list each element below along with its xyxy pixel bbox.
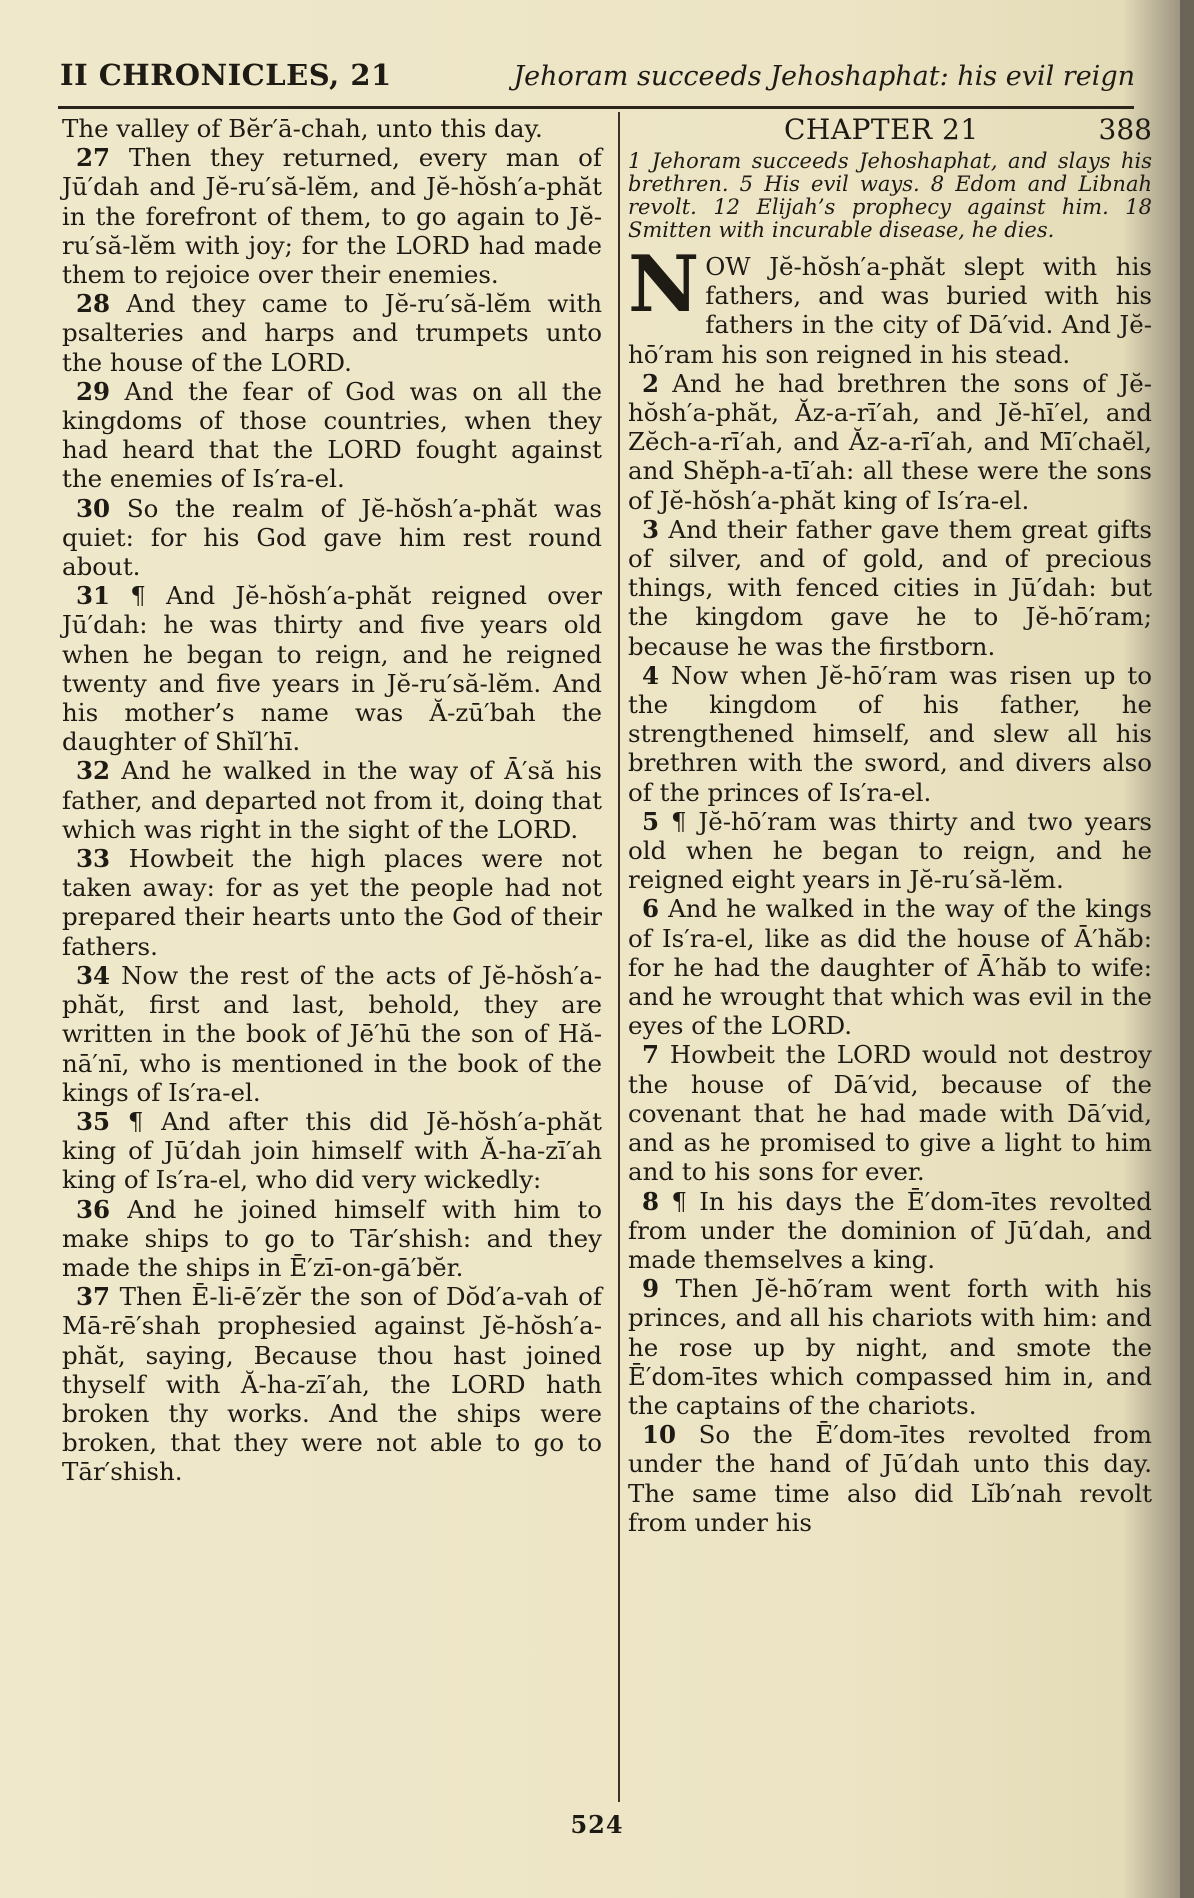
verse-text: And they came to Jĕ-ru′să-lĕm with psalteries and harps and trumpets unto the house of the LORD. (62, 289, 602, 377)
verse-text: And the fear of God was on all the kingdoms of those countries, when they had heard that the LORD fought against the enemies of Is′ra-el. (62, 376, 603, 494)
verse-text: Then they returned, every man of Jū′dah and Jĕ-ru′să-lĕm, and Jĕ-hŏsh′a-phăt in the forefront of them, to go again to Jĕ-ru′să-lĕm with joy; for the LORD had made them to rejoice over their enemies. (62, 143, 602, 290)
book-chapter-heading: II CHRONICLES, 21 (60, 58, 392, 92)
verse-text: ¶ And after this did Jĕ-hŏsh′a-phăt king of Jū′dah join himself with Ă-ha-zī′ah king of Is′ra-el, who did very wickedly: (62, 1106, 602, 1195)
verse (628, 239, 1152, 369)
verse-text: And he walked in the way of Ā′să his father, and departed not from it, doing that which was right in the sight of the LORD. (62, 756, 602, 844)
verse-number: 35 (76, 1106, 111, 1136)
running-summary: Jehoram succeeds Jehoshaphat: his evil reign (513, 61, 1135, 92)
verse-number: 2 (642, 368, 660, 398)
verse-number: 37 (76, 1282, 111, 1312)
drop-cap: N (628, 239, 700, 330)
verse (62, 494, 602, 582)
verse (62, 289, 602, 377)
verse-number: 8 (642, 1186, 660, 1216)
column-divider (618, 112, 620, 1802)
verse-number: 30 (76, 493, 111, 523)
verse-number: 9 (642, 1274, 660, 1304)
verse-text: ¶ In his days the Ē′dom-ītes revolted from under the dominion of Jū′dah, and made themselves a king. (628, 1186, 1152, 1274)
chapter-number: 388 (1098, 113, 1152, 146)
verse-text: Howbeit the LORD would not destroy the house of Dā′vid, because of the covenant that he had made with Dā′vid, and as he promised to give a light to him and to his sons for ever. (628, 1040, 1152, 1187)
verse (628, 807, 1152, 895)
verse (62, 114, 602, 143)
verse-text: ¶ And Jĕ-hŏsh′a-phăt reigned over Jū′dah: he was thirty and five years old when he began to reign, and he reigned twenty and five years in Jĕ-ru′să-lĕm. And his mother’s name was Ă-zū′bah the daughter of Shĭl′hī. (62, 581, 602, 757)
verse-number: 6 (642, 894, 660, 924)
verse-number: 7 (642, 1040, 660, 1070)
verse-text: Then Jĕ-hō′ram went forth with his princes, and all his chariots with him: and he rose up by night, and smote the Ē′dom-ītes which compassed him in, and the captains of the chariots. (628, 1274, 1152, 1420)
chapter-summary: 1 Jehoram succeeds Jehoshaphat, and slays his brethren. 5 His evil ways. 8 Edom and Libnah revolt. 12 Elijah’s prophecy against him. 18 Smitten with incurable disease, he dies. (628, 149, 1152, 242)
verse-text: So the realm of Jĕ-hŏsh′a-phăt was quiet: for his God gave him rest round about. (62, 493, 602, 582)
verse (628, 369, 1152, 515)
verse (62, 1107, 602, 1195)
verse (62, 1282, 602, 1486)
chapter-title: CHAPTER 21 (784, 113, 979, 146)
verse-text: Then Ē-li-ē′zĕr the son of Dŏd′a-vah of Mā-rē′shah prophesied against Jĕ-hŏsh′a-phăt, saying, Because thou hast joined thyself with Ă-ha-zī′ah, the LORD hath broken thy works. And the ships were broken, that they were not able to go to Tār′shish. (62, 1282, 602, 1487)
verse-text: And he had brethren the sons of Jĕ-hŏsh′a-phăt, Ăz-a-rī′ah, and Jĕ-hī′el, and Zĕch-a-rī′ah, and Ăz-a-rī′ah, and Mī′chaĕl, and Shĕph-a-tī′ah: all these were the sons of Jĕ-hŏsh′a-phăt king of Is′ra-el. (628, 368, 1152, 515)
verse (628, 1040, 1152, 1186)
page-number: 524 (570, 1810, 624, 1839)
verse-text: Now the rest of the acts of Jĕ-hŏsh′a-phăt, first and last, behold, they are written in the book of Jē′hū the son of Hă-nā′nī, who is mentioned in the book of the kings of Is′ra-el. (62, 960, 602, 1107)
verse-number: 32 (76, 756, 111, 786)
verse (628, 515, 1152, 661)
verse-text: Howbeit the high places were not taken away: for as yet the people had not prepared their hearts unto the God of their fathers. (62, 844, 602, 961)
verse (62, 961, 602, 1107)
verse (628, 661, 1152, 807)
verse (628, 1274, 1152, 1420)
verse-number: 31 (76, 581, 111, 611)
verse (628, 1420, 1152, 1537)
verse-number: 36 (76, 1194, 111, 1224)
verse-number: 3 (642, 514, 660, 544)
verse-number: 4 (642, 660, 660, 690)
verse-number: 10 (642, 1420, 677, 1450)
verse (62, 756, 602, 844)
verse-number: 34 (76, 960, 111, 990)
verse-text: So the Ē′dom-ītes revolted from under the hand of Jū′dah unto this day. The same time also did Lĭb′nah revolt from under his (628, 1420, 1152, 1537)
header-rule (58, 106, 1134, 109)
verse (628, 894, 1152, 1040)
page-binding-edge (1180, 0, 1194, 1898)
verse-text: And their father gave them great gifts of silver, and of gold, and of precious things, with fenced cities in Jū′dah: but the kingdom gave he to Jĕ-hō′ram; because he was the firstborn. (628, 514, 1152, 661)
verse-text: And he walked in the way of the kings of Is′ra-el, like as did the house of Ā′hăb: for he had the daughter of Ā′hăb to wife: and he wrought that which was evil in the eyes of the LORD. (628, 894, 1152, 1041)
verse-number: 33 (76, 844, 111, 874)
verse-text: ¶ Jĕ-hō′ram was thirty and two years old when he began to reign, and he reigned eight years in Jĕ-ru′să-lĕm. (628, 806, 1152, 895)
verse (62, 844, 602, 961)
verse (62, 581, 602, 756)
verse-number: 5 (642, 806, 660, 836)
verse-text: Now when Jĕ-hō′ram was risen up to the kingdom of his father, he strengthened himself, and slew all his brethren with the sword, and divers also of the princes of Is′ra-el. (628, 660, 1152, 807)
verse-text: The valley of Bĕr′ā-chah, unto this day. (62, 114, 543, 143)
verse (62, 1195, 602, 1283)
verse-text: OW Jĕ-hŏsh′a-phăt slept with his fathers, and was buried with his fathers in the city of Dā′vid. And Jĕ-hō′ram his son reigned in his stead. (628, 252, 1152, 369)
verse-text: And he joined himself with him to make ships to go to Tār′shish: and they made the ships in Ē′zī-on-gā′bĕr. (62, 1194, 602, 1282)
verse-number: 27 (76, 143, 111, 173)
left-column (62, 114, 602, 1487)
verse (62, 143, 602, 289)
chapter-heading (628, 114, 1152, 146)
verse (628, 1187, 1152, 1275)
verse-number: 29 (76, 376, 111, 406)
verse-number: 28 (76, 289, 111, 319)
verse (62, 377, 602, 494)
right-column (628, 114, 1152, 1537)
running-header (60, 58, 1135, 106)
